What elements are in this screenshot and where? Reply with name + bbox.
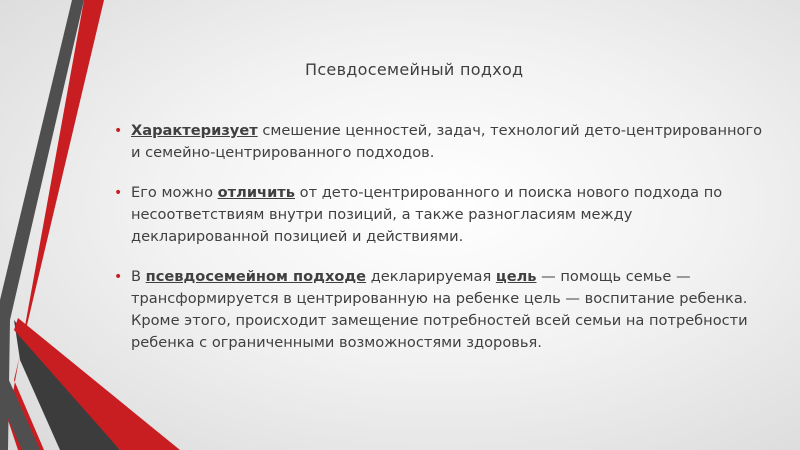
bullet-dot-icon: •	[114, 123, 123, 139]
bullet-dot-icon: •	[114, 185, 123, 201]
bullet-text: Его можно	[131, 184, 218, 201]
bullet-item	[114, 120, 774, 164]
bullet-keyword: Характеризует	[131, 122, 258, 139]
bullet-list	[114, 120, 774, 372]
bullet-keyword: отличить	[217, 184, 295, 201]
bullet-text: — помощь семье — трансформируется в центрированную на ребенке цель — воспитание ребенка. Кроме этого, происходит замещение потребностей всей семьи на потребности ребенка с ограниченными возможностями здоровья.	[131, 268, 748, 351]
slide-title: Псевдосемейный подход	[305, 60, 524, 79]
bullet-dot-icon: •	[114, 269, 123, 285]
bullet-item	[114, 266, 774, 354]
bullet-text: декларируемая	[366, 268, 496, 285]
bullet-text: смешение ценностей, задач, технологий дето-центрированного и семейно-центрированного подходов.	[131, 122, 763, 161]
bullet-keyword: цель	[495, 268, 537, 285]
bullet-keyword: псевдосемейном подходе	[145, 268, 367, 285]
bullet-item	[114, 182, 774, 248]
bullet-text: от дето-центрированного и поиска нового подхода по несоответствиям внутри позиций, а также разногласиям между декларированной позицией и действиями.	[131, 184, 723, 245]
bullet-text: В	[131, 268, 146, 285]
